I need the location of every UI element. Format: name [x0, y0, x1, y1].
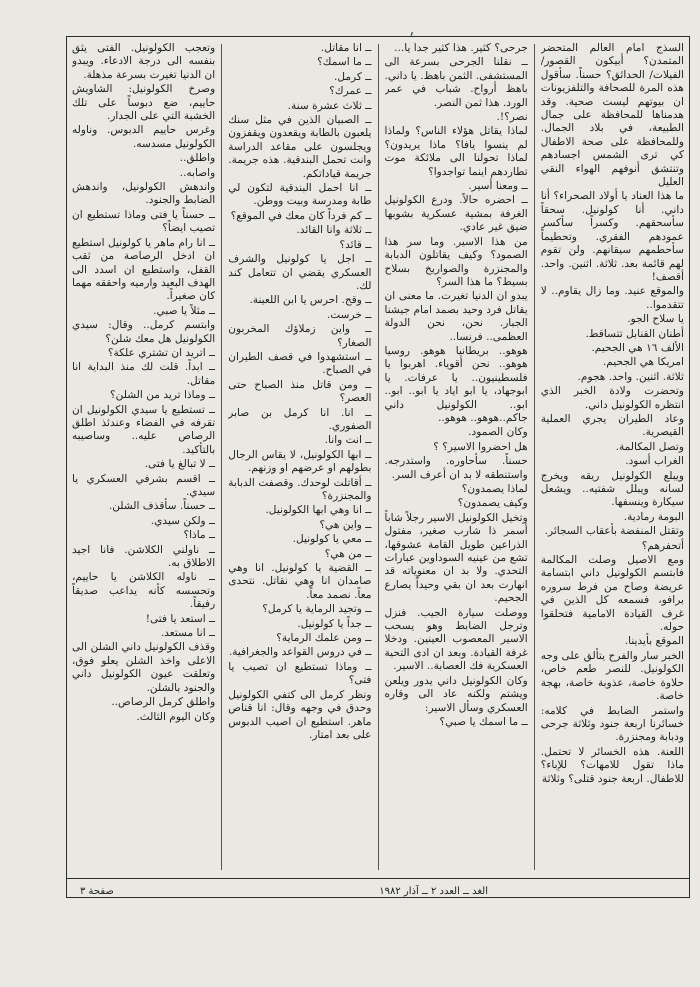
paragraph: امريكا هي الجحيم.: [602, 356, 684, 369]
column-divider: [378, 44, 379, 870]
page-footer: [80, 884, 678, 900]
paragraph: ــ ثلاث عشرة سنة.: [287, 99, 372, 112]
page-folio-mark: ٤: [410, 30, 415, 39]
column-1: [541, 42, 684, 872]
page-number: صفحة ٣: [80, 886, 114, 897]
paragraph: والموقع عنيد. وما زال يقاوم.. لا تتقدموا..: [540, 285, 684, 311]
paragraph: ــ وماذا تريد من الشلن؟: [110, 389, 216, 402]
paragraph: ــ ومعنا أسير.: [468, 180, 528, 193]
paragraph: ووصلت سيارة الجيب. فنزل وترجل الضابط وهو يسحب الاسير المعصوب العينين. ودخلا غرفة القيادة. وبعد ان ادى التحية العسكرية فك العصابة.. الاسير.: [384, 606, 528, 673]
column-4: [72, 42, 215, 872]
paragraph: لماذا يصمدون؟: [461, 483, 528, 495]
paragraph: وكان الصمود.: [468, 426, 528, 439]
paragraph: ــ وماذا تستطيع ان تصيب يا فتى؟: [228, 660, 372, 687]
column-divider: [221, 44, 222, 870]
paragraph: ــ مثلاً يا صبي.: [153, 304, 216, 317]
paragraph: ــ انا رام ماهر يا كولونيل استطيع ان ادخل الرصاصة من ثقب القفل، واستطيع ان اسدد الى الهدف البعيد وارميه واحققه مهما كان صغيراً.: [72, 236, 216, 303]
paragraph: ــ استشهدوا في قصف الطيران في الصباح.: [228, 350, 372, 377]
paragraph: الموقع بأيدينا.: [624, 635, 684, 648]
paragraph: واطلق..: [179, 152, 216, 165]
column-3: [228, 42, 371, 872]
paragraph: واستمر الضابط في كلامه: خسائرنا اربعة جنود وثلاثة جرحى ودبابة ومجنزرة.: [540, 704, 684, 744]
paragraph: ــ واين زملاؤك المخربون الصغار؟: [228, 323, 372, 349]
paragraph: ــ انا. انا كرمل بن صابر الصفوري.: [228, 406, 372, 432]
paragraph: وكان اليوم الثالث.: [136, 710, 216, 723]
paragraph: الغراب أسود.: [625, 455, 684, 468]
paragraph: الألف ١٦ هي الجحيم.: [591, 341, 684, 354]
paragraph: ــ ولكن سيدي.: [150, 514, 216, 527]
paragraph: ــ ما اسمك يا صبي؟: [439, 715, 528, 728]
paragraph: ونظر كرمل الى كتفي الكولونيل وحدق في وجهه وقال: انا قناص ماهر. استطيع ان اصيب الدبوس على بعد امتار.: [228, 688, 372, 741]
paragraph: ــ احضره حالاً. ودرع الكولونيل الغرفة بمشية عسكرية بشوبها ضيق غير عادي.: [384, 194, 528, 234]
paragraph: وتصل المكالمة.: [615, 440, 684, 453]
paragraph: ــ حسناً. سأقذف الشلن.: [108, 500, 216, 513]
paragraph: هل احضروا الاسير؟ ؟: [433, 440, 528, 453]
paragraph: ــ اتريد ان تشتري علكة؟: [107, 346, 216, 359]
paragraph: ــ حسناً يا فتى وماذا تستطيع ان تصيب ايضاً؟: [72, 208, 216, 235]
paragraph: حسناً. سأحاوره. واستدرجه. واستنطقه لا بد ان أعرف السر.: [384, 455, 528, 481]
paragraph: ــ انا احمل البندقية لتكون لي طابة ومدرسة وبيت ووطن.: [228, 182, 372, 208]
paragraph: وتحضرت ولادة الخبر الذي انتظره الكولونيل داني.: [540, 385, 684, 411]
paragraph: ــ ناولني الكلاشن. فانا اجيد الاطلاق به.: [72, 543, 216, 570]
paragraph: ــ اقسم بشرفي العسكري يا سيدي.: [72, 472, 216, 498]
column-divider: [534, 44, 535, 870]
paragraph: وعاد الطيران يجري العملية القيصرية.: [540, 412, 684, 439]
paragraph: ــ نقلنا الجرحى بسرعة الى المستشفى. الثمن باهظ. يا داني. باهظ أرواح. شباب في عمر الورد. هذا ثمن النصر.: [384, 56, 528, 109]
paragraph: ــ ومن قاتل منذ الصباح حتى العصر؟: [228, 378, 372, 405]
paragraph: ــ انا مقاتل.: [320, 42, 372, 54]
paragraph: ــ استعد يا فتى!: [145, 612, 216, 625]
paragraph: ــ انا مستعد.: [160, 627, 216, 640]
paragraph: وكيف يصمدون؟: [457, 497, 528, 510]
paragraph: وتخيل الكولونيل الاسير رجلاً شاباً أسمر ذا شارب صغير، مفتول الذراعين طويل القامة عشوقها، تشع من عينيه السوداوين عبارات التحدي. ولا بد ان معنوياته قد انهارت بعد ان بقي وحيداً يصارع الجحيم.: [384, 511, 528, 605]
paragraph: ــ معي يا كولونيل.: [292, 533, 372, 546]
paragraph: ما هذا العناد يا أولاد الصحراء؟ أنا داني. أنا كولونيل. سحقاً سأسحقهم. وكسراً سأكسر عمودهم الفقري. وتحطيماً سأحطمهم سيقانهم. ولن تقوم لهم قائمة بعد. ثلاثة. اثنين. واحد. أقصف!: [540, 190, 684, 283]
paragraph: ــ تستطيع يا سيدي الكولونيل ان تقرفه في الفضاء وعندئذ اطلق الرصاص عليه.. وساصيبه بالتأكيد.: [72, 403, 216, 456]
paragraph: ــ من هي؟: [324, 547, 372, 560]
paragraph: ــ ابها الكولونيل، لا يقاس الرجال بطولهم او عرضهم او وزنهم.: [228, 448, 372, 475]
paragraph: ــ ناوله الكلاشن يا حاييم، وتحسسه كأنه يداعب صديقاً رفيقاً.: [72, 571, 216, 611]
paragraph: ــ في دروس القواعد والجغرافية.: [228, 646, 372, 659]
paragraph: ــ انا وهي ابها الكولونيل.: [265, 504, 372, 517]
paragraph: وتقتل المنفضة بأعقاب السجائر.: [544, 525, 684, 538]
paragraph: الخبر سار والفرح يتألق على وجه الكولونيل. للنصر طعم خاص، حلاوة خاصة، عذوبة خاصة، بهجة خاصة.: [540, 649, 684, 703]
paragraph: يبدو ان الدنيا تغيرت. ما معنى ان يقاتل فرد وحيد بصمد امام جيشنا الجبار. نحن، نحن الدولة العظمى.. فرنسا..: [384, 290, 528, 343]
paragraph: ــ وتجيد الرماية يا كرمل؟: [262, 603, 372, 616]
paragraph: ويبلع الكولونيل ريقه ويخرج لسانه ويبلل شفتيه.. ويشعل سيكارة وينسفها.: [540, 469, 684, 509]
paragraph: ــ أقاتلت لوحدك. وقصفت الدبابة والمجنزرة؟: [228, 476, 372, 502]
paragraph: ومع الاصيل وصلت المكالمة فابتسم الكولونيل داني ابتسامة عريضة وصاح من فرط سروره برافو، فسمعه كل الذين في غرف القيادة الامامية فتحلقوا حوله.: [540, 554, 684, 634]
paragraph: نصر؟!.: [496, 111, 528, 124]
paragraph: وقذف الكولونيل داني الشلن الى الاعلى واخذ الشلن يعلو فوق، وتعلقت عيون الكولونيل داني والجنود بالشلن.: [72, 641, 216, 694]
paragraph: واصابه..: [179, 166, 216, 179]
paragraph: ــ ما اسمك؟: [317, 56, 372, 69]
paragraph: ــ ماذا؟: [183, 529, 216, 542]
article-columns: [72, 42, 684, 872]
paragraph: ــ انت وانا.: [324, 434, 372, 447]
paragraph: وكان الكولونيل داني يدور ويلعن ويشتم ولكنه عاد الى وقاره العسكري وسأل الاسير:: [384, 674, 528, 714]
paragraph: ــ الصبيان الذين في مثل سنك يلعبون بالطابة ويقعدون ويقفزون ويجلسون على مقاعد الدراسة وانت تحمل البندقية. هذه جريمة. جريمة قياداتكم.: [228, 114, 372, 180]
paragraph: ثلاثة. اثنين. واحد. هجوم.: [577, 370, 684, 383]
paragraph: يا سلاح الجو.: [627, 313, 684, 326]
paragraph: ــ كم فرداً كان معك في الموقع؟: [230, 209, 372, 222]
paragraph: ــ القضية يا كولونيل. انا وهي صامدان انا وهي نقاتل. نتحدى معاً. نصمد معاً.: [228, 562, 372, 601]
paragraph: البومة رمادية.: [623, 510, 684, 523]
paragraph: وصرخ الكولونيل: الشاويش حاييم، ضع دبوساً على تلك الخشبة التي على الجدار.: [72, 83, 216, 123]
paragraph: السذج امام العالم المتحضر المتمدن؟ أبيكون القصور/ الفيلات/ الحدائق؟ حسناً. سأقول هذه المرة للصحافة والتلفزيونات ان بيوتهم ليست صحية. وقد هدمناها للمحافظة على جمال الطبيعة، في بلاد الجمال. وللمحافظة على صحة الاطفال كي ترى الشمس اجسادهم وتنتشق أنوفهم الهواء النقي العليل: [540, 42, 684, 189]
paragraph: ــ ومن علمك الرماية؟: [276, 632, 372, 645]
paragraph: ــ واين هي؟: [319, 518, 372, 531]
paragraph: واندهش الكولونيل، واندهش الضابط والجنود.: [72, 181, 216, 207]
paragraph: ــ اجل يا كولونيل والشرف العسكري يقضي ان تتعامل كند لك.: [228, 253, 372, 292]
paragraph: ــ وقح. احرس يا ابن اللعينة.: [249, 294, 372, 307]
paragraph: جرحى؟ كثير. هذا كثير جداً يا...: [394, 42, 528, 54]
paragraph: ــ لا تبالغ يا فتى.: [144, 458, 216, 471]
paragraph: من هذا الاسير. وما سر هذا الصمود؟ وكيف يقاتلون الدبابة والمجنزرة والصواريخ بسلاح بسيط؟ ما هذا السر؟: [384, 235, 528, 288]
paragraph: ــ ثلاثة وانا القائد.: [296, 224, 372, 237]
issue-line: الغد ــ العدد ٢ ــ آذار ١٩٨٢: [379, 886, 488, 897]
paragraph: وتعجب الكولونيل. الفتى يثق بنفسه الى درجة الادعاء. ويبدو ان الدنيا تغيرت بسرعة مذهلة.: [72, 42, 216, 81]
column-2: [385, 42, 528, 872]
paragraph: اللعنة. هذه الخسائر لا تحتمل. ماذا تقول للامهات؟ للإباء؟ للاطفال. اربعة جنود قتلى؟ وثلاثة: [540, 745, 684, 785]
paragraph: وابتسم كرمل.. وقال: سيدي الكولونيل هل معك شلن؟: [72, 319, 216, 345]
paragraph: أطنان القنابل تتساقط.: [585, 327, 684, 340]
paragraph: واطلق كرمل الرصاص..: [111, 696, 216, 709]
paragraph: ــ عمرك؟: [329, 85, 372, 98]
paragraph: ــ جداً يا كولونيل.: [297, 617, 372, 630]
paragraph: وغرس حاييم الدبوس. وناوله الكولونيل مسدسه.: [72, 124, 216, 150]
paragraph: ــ خرست.: [326, 308, 372, 321]
paragraph: ــ ابداً. قلت لك منذ البداية انا مقاتل.: [72, 361, 216, 387]
paragraph: ــ كرمل.: [333, 70, 372, 83]
paragraph: هوهو.. بريطانيا هوهو. روسيا هوهو.. نحن أقوياء. اهربوا يا فلسطينيون.. يا عرفات. يا ابوجهاد، يا ابو اياد يا ابو.. ابو.. ابو.. الكولونيل داني جاكم..هوهو.. هوهو..: [384, 344, 528, 424]
footer-rule: [66, 878, 690, 879]
paragraph: لماذا يقاتل هؤلاء الناس؟ ولماذا لم ينسوا يافا؟ ماذا يريدون؟ لماذا تحولنا الى ملائكة موت تطاردهم اينما تواجدوا؟: [384, 125, 528, 178]
paragraph: أتحفرهم؟: [641, 539, 684, 552]
paragraph: ــ قائد؟: [339, 238, 372, 251]
